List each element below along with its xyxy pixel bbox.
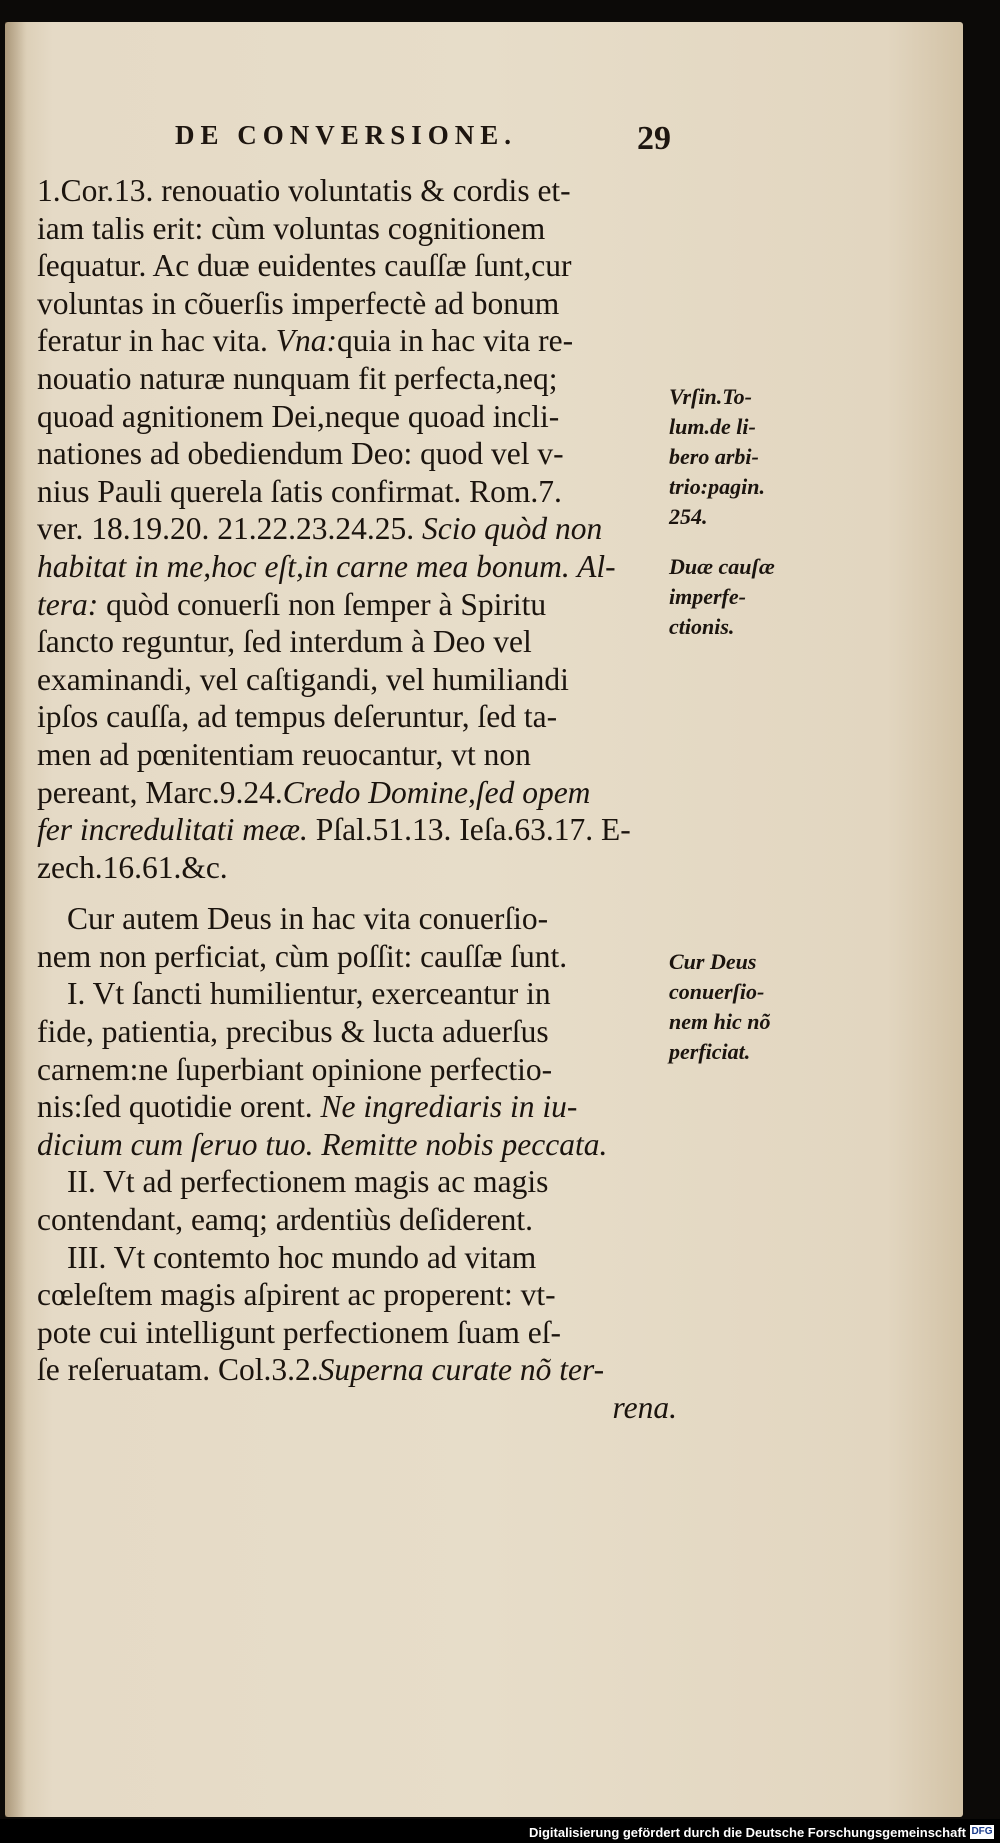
text-line: iam talis erit: cùm voluntas cognitionem <box>37 210 546 246</box>
text-line: voluntas in cõuerſis imperfectè ad bonum <box>37 285 560 321</box>
text-line: examinandi, vel caſtigandi, vel humiliandi <box>37 661 569 697</box>
text-line: 1.Cor.13. renouatio voluntatis & cordis et- <box>37 173 571 208</box>
text-line: ſancto reguntur, ſed interdum à Deo vel <box>37 624 532 660</box>
text-line: III. Vt contemto hoc mundo ad vitam <box>67 1239 537 1275</box>
text-line: carnem:ne ſuperbiant opinione perfectio- <box>37 1051 553 1087</box>
text-line: dicium cum ſeruo tuo. Remitte nobis peccata. <box>37 1126 608 1162</box>
text-line: I. Vt ſancti humilientur, exerceantur in <box>67 976 551 1012</box>
margin-note-cur-deus: Cur Deus conuerſio- nem hic nõ perficiat. <box>669 949 771 1064</box>
text-line: nis:ſed quotidie orent. Ne ingrediaris in iu- <box>37 1089 578 1125</box>
text-line: quoad agnitionem Dei,neque quoad incli- <box>37 398 560 434</box>
text-line: fide, patientia, precibus & lucta aduerſus <box>37 1014 549 1050</box>
text-line: tera: quòd conuerſi non ſemper à Spiritu <box>37 586 547 622</box>
text-line: nationes ad obediendum Deo: quod vel v- <box>37 436 564 472</box>
margin-note-ursinus: Vrſin.To- lum.de li- bero arbi- trio:pagin. 254. <box>669 384 765 529</box>
text-line: ipſos cauſſa, ad tempus deſeruntur, ſed ta- <box>37 699 558 735</box>
text-line: ſe reſeruatam. Col.3.2.Superna curate nõ ter- <box>37 1352 605 1388</box>
text-line: habitat in me,hoc eſt,in carne mea bonum. Al- <box>37 548 616 584</box>
running-title: DE CONVERSIONE. <box>175 120 518 150</box>
book-page <box>5 22 963 1817</box>
text-line: nem non perficiat, cùm poſſit: cauſſæ ſunt. <box>37 938 568 974</box>
text-line: pereant, Marc.9.24.Credo Domine,ſed opem <box>37 774 591 810</box>
text-line: fer incredulitati meæ. Pſal.51.13. Ieſa.63.17. E- <box>37 812 631 848</box>
text-line: feratur in hac vita. Vna:quia in hac vita re- <box>37 323 574 359</box>
text-line: ſequatur. Ac duæ euidentes cauſſæ ſunt,cur <box>37 248 572 284</box>
footer-credit: Digitalisierung gefördert durch die Deutsche Forschungsgemeinschaft <box>528 1825 966 1840</box>
text-line: II. Vt ad perfectionem magis ac magis <box>67 1164 549 1200</box>
paragraph-gap <box>37 886 677 900</box>
margin-note-causes: Duæ cauſæ imperfe- ctionis. <box>669 554 775 639</box>
dfg-logo-icon: DFG <box>971 1826 993 1837</box>
text-line: men ad pœnitentiam reuocantur, vt non <box>37 736 531 772</box>
text-line: nius Pauli querela ſatis confirmat. Rom.7. <box>37 473 562 509</box>
main-text-block <box>37 172 677 1427</box>
text-line: contendant, eamq; ardentiùs deſiderent. <box>37 1202 533 1238</box>
text-line: zech.16.61.&c. <box>37 849 228 885</box>
text-line: rena. <box>612 1390 677 1425</box>
text-line: cœleſtem magis aſpirent ac properent: vt- <box>37 1277 556 1313</box>
text-line: ver. 18.19.20. 21.22.23.24.25. Scio quòd non <box>37 511 603 547</box>
text-line: pote cui intelligunt perfectionem ſuam eſ- <box>37 1314 561 1350</box>
text-line: Cur autem Deus in hac vita conuerſio- <box>67 901 549 937</box>
page-number: 29 <box>637 120 671 157</box>
footer-bar <box>0 1819 1000 1843</box>
text-line: nouatio naturæ nunquam fit perfecta,neq; <box>37 360 558 396</box>
